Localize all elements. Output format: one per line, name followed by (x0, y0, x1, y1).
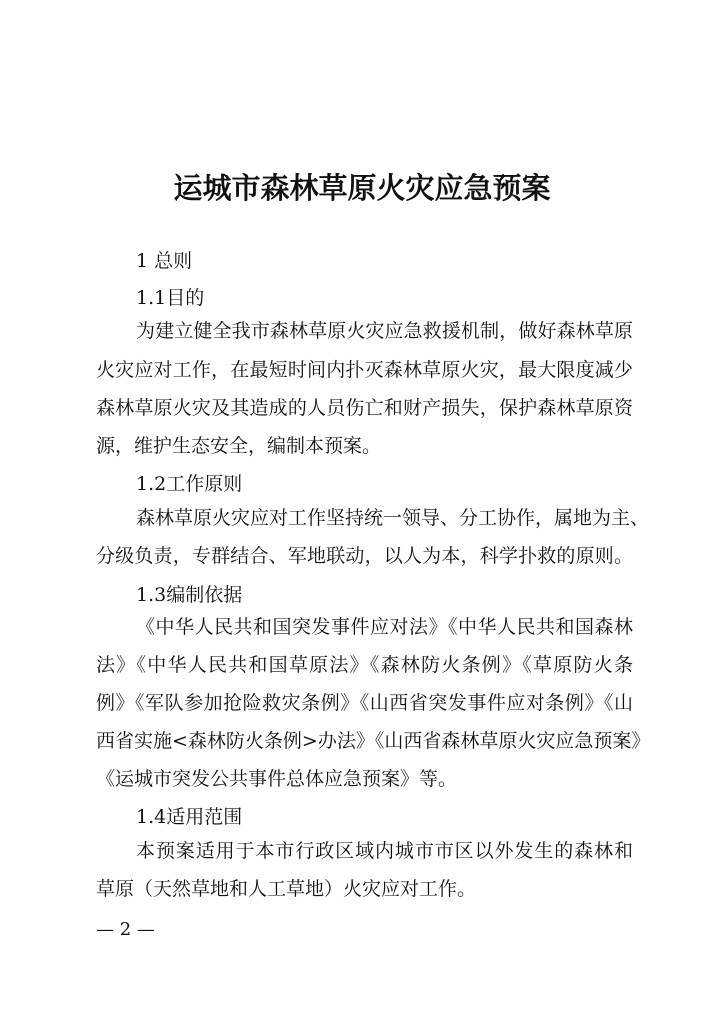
paragraph-line: 例》《军队参加抢险救灾条例》《山西省突发事件应对条例》《山 (96, 692, 633, 714)
paragraph-line: 火灾应对工作，在最短时间内扑灭森林草原火灾，最大限度减少 (96, 359, 633, 381)
paragraph-line: 森林草原火灾及其造成的人员伤亡和财产损失，保护森林草原资 (96, 397, 633, 419)
paragraph-line: 《运城市突发公共事件总体应急预案》等。 (96, 768, 458, 790)
paragraph-line: 法》《中华人民共和国草原法》《森林防火条例》《草原防火条 (96, 654, 633, 676)
section-heading-general: 1 总则 (136, 250, 193, 272)
paragraph-line: 本预案适用于本市行政区域内城市市区以外发生的森林和 (136, 840, 633, 862)
section-heading-basis: 1.3编制依据 (136, 584, 243, 606)
paragraph-line: 草原（天然草地和人工草地）火灾应对工作。 (96, 878, 477, 900)
paragraph-line: 《中华人民共和国突发事件应对法》《中华人民共和国森林 (136, 616, 633, 638)
section-heading-scope: 1.4适用范围 (136, 806, 243, 828)
paragraph-line: 源，维护生态安全，编制本预案。 (96, 435, 382, 457)
section-heading-principles: 1.2工作原则 (136, 473, 243, 495)
paragraph-line: 森林草原火灾应对工作坚持统一领导、分工协作，属地为主、 (136, 507, 650, 529)
document-title: 运城市森林草原火灾应急预案 (173, 171, 551, 205)
page-number: — 2 — (96, 919, 155, 940)
paragraph-line: 西省实施<森林防火条例>办法》《山西省森林草原火灾应急预案》 (96, 730, 651, 752)
section-heading-purpose: 1.1目的 (136, 287, 205, 309)
paragraph-line: 分级负责，专群结合、军地联动，以人为本，科学扑救的原则。 (96, 545, 633, 567)
paragraph-line: 为建立健全我市森林草原火灾应急救援机制，做好森林草原 (136, 320, 633, 342)
